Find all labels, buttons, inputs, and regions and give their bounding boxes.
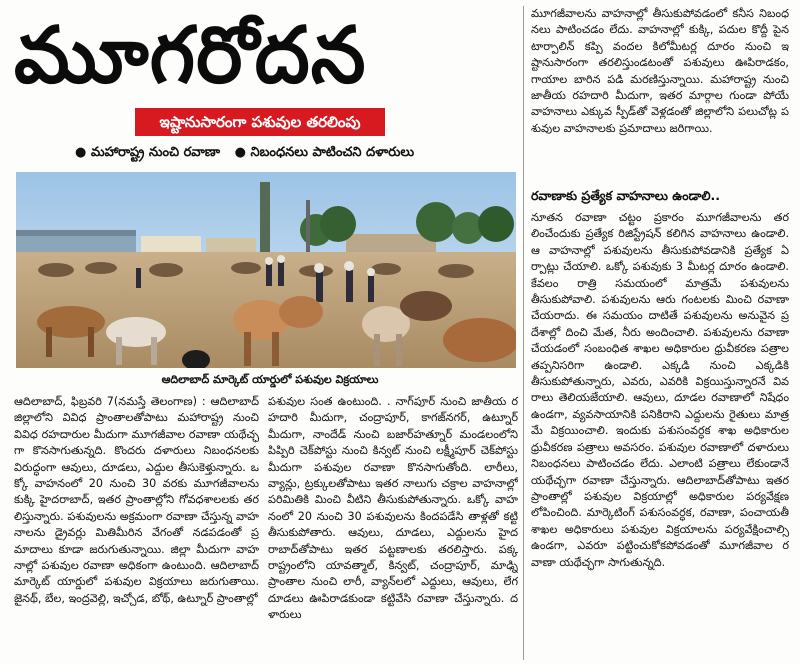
bullet-point: ● మహారాష్ట్ర నుంచి రవాణా: [75, 145, 221, 160]
headline: మూగరోదన: [14, 11, 367, 101]
article-column-1: [14, 394, 259, 660]
column-text: నూతన రవాణా చట్టం ప్రకారం మూగజీవాలను తరలించేందుకు ప్రత్యేక రిజిస్ట్రేషన్ కలిగిన వాహనాలు ఉండాలి. ఆ వాహనాల్లో పశువులను తీసుకుపోవడానికి ప్రత్యేక ఏర్పాట్లు చేయాలి. ఒక్కో పశువుకు 3 మీటర్ల దూరం ఉండాలి. కేవలం రాత్రి సమయంలో మాత్రమే పశువులను తీసుకుపోవాలి. పశువులను ఆరు గంటలకు మించి రవాణా చేయరాదు. ఈ సమయం దాటితే పశువులను అనువైన ప్రదేశాల్లో దించి మేత, నీరు అందించాలి. పశువులను రవాణా చేయడంలో సంబంధిత శాఖల అధికారుల ధ్రువీకరణ పత్రాల తప్పనిసరిగా ఉండాలి. ఎక్కడి నుంచి ఎక్కడికి తీసుకుపోతున్నారు, ఎవరు, ఎవరికి విక్రయిస్తున్నారనే వివరాలు తెలియజేయాలి. ఆవులు, దూడల రవాణాలో నిషేధం ఉండగా, వ్యవసాయానికి పనికిరాని ఎద్దులను రైతులు మాత్రమే విక్రయించాలి. ఇందుకు పశుసంవర్ధక శాఖ అధికారుల ధ్రువీకరణ పత్రాలు అవసరం. పశువుల రవాణాలో దళారులు నిబంధనలు పాటించడం లేదు. ఎలాంటి పత్రాలు లేకుండానే యథేచ్ఛగా రవాణా చేస్తున్నారు. ఆదిలాబాద్‌తోపాటు ఇతర ప్రాంతాల్లో పశువుల విక్రయాల్లో అధికారుల పర్యవేక్షణ లోపించింది. మార్కెటింగ్ పశుసంవర్ధక, రవాణా, పంచాయతీ శాఖల అధికారులు పశువుల విక్రయాలను పర్యవేక్షించాల్సి ఉండగా, ఎవరూ పట్టించుకోకపోవడంతో మూగజీవాల రవాణా యథేచ్ఛగా సాగుతున్నది.: [531, 211, 789, 569]
article-column-2: [268, 394, 518, 660]
article-column-4: [531, 210, 789, 660]
photo-caption: ఆదిలాబాద్ మార్కెట్ యార్డులో పశువుల విక్రయాలు: [161, 373, 379, 386]
column-text: మూగజీవాలను వాహనాల్లో తీసుకుపోవడంలో కనీస నిబంధనలు పాటించడం లేదు. వాహనాల్లో కుక్కి, పదుల కొద్దీ పైన టార్పాలిన్ కప్పి వందల కిలోమీటర్ల దూరం నుంచి ఇష్టానుసారంగా తరలిస్తుండటంతో పశువులు ఊపిరాడకం, గాయాల బారిన పడి మరణిస్తున్నాయి. మహారాష్ట్ర నుంచి జాతీయ రహదారి మీదుగా, ఇతర మార్గాల గుండా పోయే వాహనాలు ఎక్కువ స్పీడ్‌తో వెళ్లడంతో జిల్లాలోని పలుచోట్ల పశువుల వాహనాలకు ప్రమాదాలు జరిగాయి.: [531, 7, 789, 135]
photo-illustration: [16, 172, 516, 368]
bullet-points: [75, 142, 515, 164]
column-text: ఆదిలాబాద్, ఫిబ్రవరి 7(నమస్తే తెలంగాణ) : ఆదిలాబాద్ జిల్లాలోని వివిధ ప్రాంతాలతోపాటు మహారాష్ట్ర నుంచి వివిధ రహదారుల మీదుగా మూగజీవాల రవాణా యథేచ్ఛగా కొనసాగుతున్నది. కొందరు దళారులు నిబంధనలకు విరుద్ధంగా ఆవులు, దూడలు, ఎద్దుల తీసుకెళ్తున్నారు. ఒక్కో వాహనంలో 20 నుంచి 30 వరకు మూగజీవాలను కుక్కి హైదరాబాద్, ఇతర ప్రాంతాల్లోని గోవధశాలలకు తరలిస్తున్నారు. పశువులను అక్రమంగా రవాణా చేస్తున్న వాహనాలను డ్రైవర్లు మితిమీరిన వేగంతో నడపడంతో ప్రమాదాలు కూడా జరుగుతున్నాయి. జిల్లా మీదుగా వాహనాల్లో పశువుల రవాణా అధికంగా ఉంటుంది. ఆదిలాబాద్ మార్కెట్ యార్డులో పశువుల విక్రయాలు జరుగుతాయి. జైనథ్, బేల, ఇంద్రవెల్లి, ఇచ్చోడ, బోథ్, ఉట్నూర్ ప్రాంతాల్లో: [14, 395, 259, 605]
subheadline-band: ఇష్టానుసారంగా పశువుల తరలింపు: [135, 108, 385, 136]
section-heading: రవాణాకు ప్రత్యేక వాహనాలు ఉండాలి..: [531, 188, 721, 203]
column-divider: [523, 6, 524, 660]
article-column-3: [531, 6, 789, 184]
cattle-market-photo: [16, 172, 516, 368]
column-text: పశువుల సంత ఉంటుంది. . నాగ్‌పూర్ నుంచి జాతీయ రహదారి మీదుగా, చంద్రాపూర్, కాగజ్‌నగర్, ఉట్నూర్ మీదుగా, నాందేడ్ నుంచి బజార్‌హత్నూర్ మండలంలోని పిప్పిరి చెక్‌పోస్టు నుంచి కిన్వట్ నుంచి లక్ష్మీపూర్ చెక్‌పోస్టు మీదుగా పశువుల రవాణా కొనసాగుతోంది. లారీలు, వ్యాన్లు, ట్రక్కులతోపాటు ఇతర నాలుగు చక్రాల వాహనాల్లో పరిమితికి మించి వీటిని తీసుకుపోతున్నారు. ఒక్కో వాహనంలో 20 నుంచి 30 పశువులను కిందపడేసి తాళ్లతో కట్టి తీసుకుపోతారు. ఆవులు, దూడలు, ఎద్దులను హైదరాబాద్‌తోపాటు ఇతర పట్టణాలకు తరలిస్తారు. పక్క రాష్ట్రంలోని యావత్మాల్, కిన్వట్, చంద్రాపూర్, మాఢ్ని ప్రాంతాల నుంచి లారీ, వ్యాన్‌లలో ఎద్దులు, ఆవులు, లేగ దూడలు ఊపిరాడకుండా కట్టివేసి రవాణా చేస్తున్నారు. దళారులు: [268, 395, 518, 622]
bullet-point: ● నిబంధనలు పాటించని దళారులు: [234, 145, 415, 160]
